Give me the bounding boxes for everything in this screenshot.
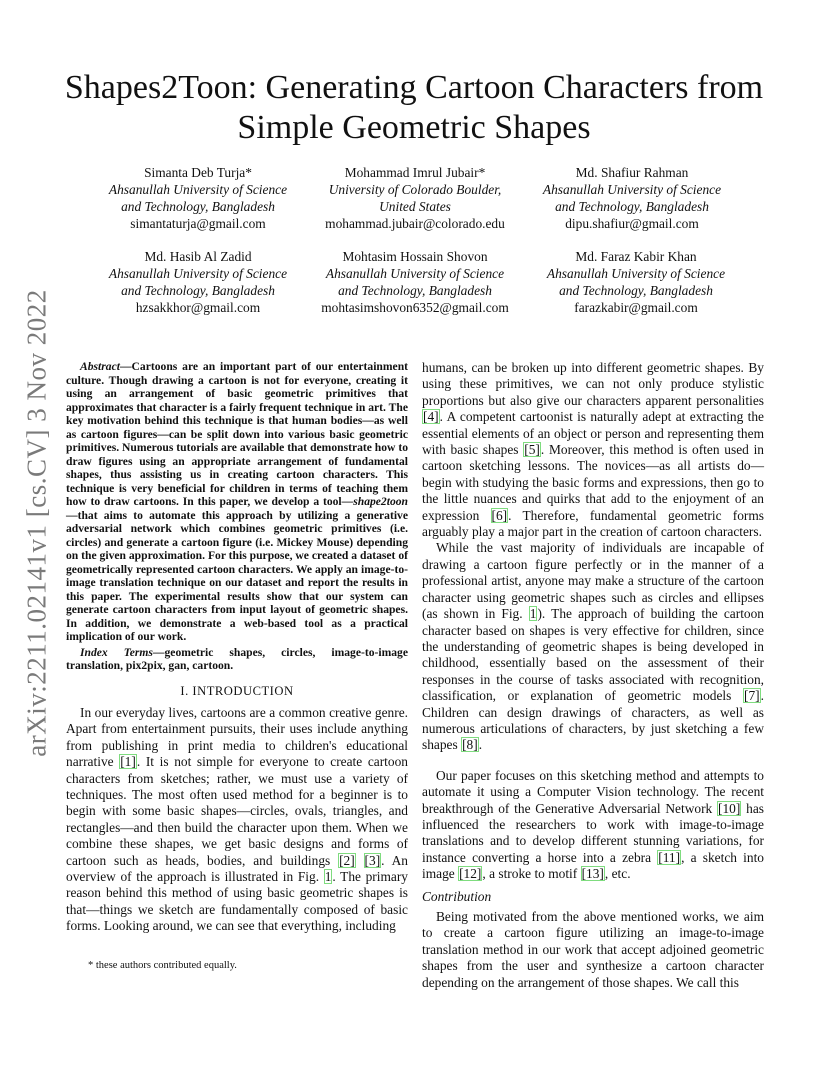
text-run: . An overview of the approach is illustrated in Fig.	[66, 852, 408, 884]
body-paragraph	[422, 540, 764, 753]
author-email: dipu.shafiur@gmail.com	[565, 216, 699, 231]
paper-title: Shapes2Toon: Generating Cartoon Characters from Simple Geometric Shapes	[64, 69, 764, 146]
body-paragraph	[422, 360, 764, 540]
author-name: Mohtasim Hossain Shovon	[342, 249, 488, 264]
abstract-label: Abstract	[80, 360, 120, 373]
author-affiliation: Ahsanullah University of Science	[108, 182, 288, 197]
citation-link[interactable]: [8]	[462, 737, 478, 753]
author-affiliation: Ahsanullah University of Science	[108, 266, 288, 281]
author-affiliation: University of Colorado Boulder,	[328, 182, 502, 197]
citation-link[interactable]: [11]	[658, 849, 681, 865]
text-run: . The primary reason behind this method of using basic geometric shapes is that—things we sketch are fundamentally composed of basic forms. Looking around, we can see that everything, including	[66, 868, 408, 934]
figure-link[interactable]: 1	[529, 606, 537, 622]
text-run: Our paper focuses on this sketching method and attempts to automate it using a Computer Vision technology. The recent breakthrough of the Generative Adversarial Network	[422, 767, 764, 816]
body-paragraph: Being motivated from the above mentioned works, we aim to create a cartoon figure utilizing an image-to-image translation method in our work that accept adjoined geometric shapes from the user and synthesize a cartoon character depending on the arrangement of those shapes. We call this	[422, 909, 764, 990]
text-run: has influenced the researchers to work with image-to-image translations and to develop different stunning variations, for instance converting a horse into a zebra	[422, 800, 764, 865]
text-run: .	[478, 737, 483, 753]
author-affiliation: United States	[379, 199, 451, 214]
citation-link[interactable]: [6]	[491, 507, 508, 523]
text-run: . It is not simple for everyone to create cartoon characters from sketches; rather, we must use a variety of techniques. The most often used method for a beginner is to begin with some basic shapes—circles, ovals, triangles, and rectangles—and then build the character upon them. When we combine these shapes, we get basic designs and forms of cartoon such as heads, bodies, and buildings	[66, 754, 408, 868]
citation-link[interactable]: [3]	[364, 852, 381, 868]
figure-link[interactable]: 1	[324, 868, 332, 884]
author-name: Md. Hasib Al Zadid	[144, 249, 252, 264]
citation-link[interactable]: [13]	[581, 866, 604, 882]
author-affiliation: and Technology, Bangladesh	[121, 199, 275, 214]
author-block	[506, 248, 766, 316]
author-affiliation: and Technology, Bangladesh	[555, 199, 709, 214]
author-affiliation: and Technology, Bangladesh	[338, 283, 492, 298]
author-email: mohammad.jubair@colorado.edu	[325, 216, 505, 231]
text-run: , a stroke to motif	[482, 866, 581, 882]
intro-paragraph	[66, 705, 408, 935]
text-run: . A competent cartoonist is naturally adept at extracting the essential elements of an object or person and representing them with basic shapes	[422, 409, 764, 458]
author-name: Simanta Deb Turja*	[144, 165, 252, 180]
body-paragraph	[422, 768, 764, 883]
tool-name: shape2toon	[353, 495, 408, 508]
right-column	[422, 360, 764, 991]
author-block	[502, 164, 762, 232]
author-affiliation: and Technology, Bangladesh	[121, 283, 275, 298]
section-heading: I. INTRODUCTION	[180, 683, 294, 698]
text-run: . Therefore, fundamental geometric forms arguably play a major part in the creation of cartoon characters.	[422, 507, 765, 540]
index-terms	[66, 646, 408, 673]
arxiv-sidebar-stamp	[16, 0, 58, 1072]
author-email: hzsakkhor@gmail.com	[135, 300, 261, 315]
subsection-heading: Contribution	[422, 888, 492, 904]
author-name: Md. Faraz Kabir Khan	[575, 249, 697, 264]
text-run: While the vast majority of individuals are incapable of drawing a cartoon figure perfectly or in the manner of a professional artist, anyone may make a structure of the cartoon character using geometric shapes such as circles and ellipses (as shown in Fig.	[422, 540, 764, 622]
citation-link[interactable]: [10]	[718, 800, 741, 816]
author-affiliation: Ahsanullah University of Science	[325, 266, 505, 281]
text-run: humans, can be broken up into different geometric shapes. By using these primitives, we can not only produce stylistic proportions but also give our characters apparent personalities	[422, 360, 764, 408]
text-run: In our everyday lives, cartoons are a common creative genre. Apart from entertainment pursuits, their uses include anything from publishing in print media to children's educational narrative	[66, 704, 408, 770]
citation-link[interactable]: [7]	[744, 688, 760, 704]
author-name: Md. Shafiur Rahman	[575, 165, 689, 180]
citation-link[interactable]: [5]	[524, 442, 540, 458]
citation-link[interactable]: [2]	[339, 852, 355, 868]
abstract-text: —Cartoons are an important part of our entertainment culture. Though drawing a cartoon is not for everyone, creating it using an arrangement of basic geometric primitives that approximates that character is a fairly frequent technique in art. The key motivation behind this technique is that human bodies—as well as cartoon figures—can be split down into various basic geometric primitives. Numerous tutorials are available that demonstrate how to draw figures using an appropriate arrangement of fundamental shapes, thus assisting us in creating cartoon characters. This technique is very beneficial for children in terms of teaching them how to draw cartoons. In this paper, we develop a tool—	[66, 360, 408, 508]
author-affiliation: Ahsanullah University of Science	[542, 182, 722, 197]
author-email: simantaturja@gmail.com	[130, 216, 266, 231]
arxiv-identifier: arXiv:2211.02141v1 [cs.CV] 3 Nov 2022	[21, 289, 52, 757]
citation-link[interactable]: [12]	[459, 866, 482, 882]
text-run: , etc.	[604, 866, 631, 882]
text-run: . Moreover, this method is often used in cartoon sketching lessons. The novices—as all artists do—begin with studying the basic forms and expressions, then go to the little nuances and quirks that add to the enjoyment of an expression	[422, 442, 764, 523]
text-run: . Children can design drawings of characters, as well as numerous articulations of characters, by just sketching a few shapes	[422, 688, 764, 753]
abstract-text-continued: —that aims to automate this approach by utilizing a generative adversarial network which combines geometric primitives (i.e. circles) and generate a cartoon figure (i.e. Mickey Mouse) depending on the given approximation. For this purpose, we created a dataset of geometrically represented cartoon characters. We apply an image-to-image translation technique on our dataset and report the results in this paper. The experimental results show that our system can generate cartoon characters from input layout of geometric shapes. In addition, we demonstrate a web-based tool as a practical implication of our work.	[66, 508, 408, 643]
footnote: * these authors contributed equally.	[88, 960, 237, 971]
abstract	[66, 360, 408, 644]
author-email: farazkabir@gmail.com	[574, 300, 698, 315]
citation-link[interactable]: [1]	[120, 754, 136, 770]
author-affiliation: Ahsanullah University of Science	[546, 266, 726, 281]
citation-link[interactable]: [4]	[423, 409, 439, 425]
index-terms-text: —geometric shapes, circles, image-to-image translation, pix2pix, gan, cartoon.	[66, 645, 408, 672]
author-name: Mohammad Imrul Jubair*	[344, 165, 486, 180]
left-column	[66, 360, 408, 935]
index-terms-label: Index Terms	[80, 645, 153, 659]
text-run: ). The approach of building the cartoon character based on shapes is very effective for children, since the understanding of geometric shapes is being developed in childhood, essentially based on the assessment of their responses in the course of tasks associated with recognition, classification, or explanation of geometric models	[422, 606, 765, 704]
text-run: , a sketch into image	[422, 849, 764, 882]
author-affiliation: and Technology, Bangladesh	[559, 283, 713, 298]
author-email: mohtasimshovon6352@gmail.com	[321, 300, 509, 315]
